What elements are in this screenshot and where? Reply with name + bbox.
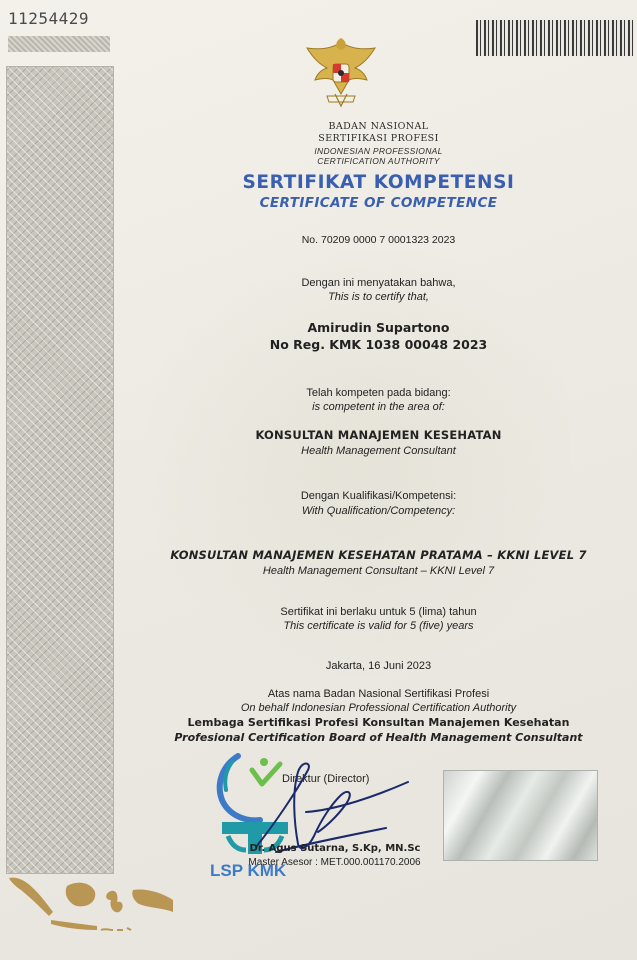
security-pattern-band xyxy=(6,66,114,874)
holder-registration: No Reg. KMK 1038 00048 2023 xyxy=(269,337,488,352)
lsp-kmk-logo-text: LSP KMK xyxy=(210,861,287,880)
holder-name: Amirudin Supartono xyxy=(307,320,450,335)
master-asesor-number: Master Asesor : MET.000.001170.2006 xyxy=(248,857,421,868)
security-strip xyxy=(8,36,110,52)
competence-intro-en: is competent in the area of: xyxy=(312,401,445,413)
signer-name: Dr. Agus Sutarna, S.Kp, MN.Sc xyxy=(249,843,421,854)
competence-field-en: Health Management Consultant xyxy=(301,445,456,457)
place-date: Jakarta, 16 Juni 2023 xyxy=(325,660,432,672)
indonesia-map-icon xyxy=(5,872,177,937)
validity-en: This certificate is valid for 5 (five) years xyxy=(283,620,474,632)
barcode xyxy=(476,20,634,56)
agency-name-id xyxy=(120,121,637,145)
certificate-number: No. 70209 0000 7 0001323 2023 xyxy=(301,234,456,246)
competence-intro-id: Telah kompeten pada bidang: xyxy=(306,387,451,399)
garuda-emblem-icon xyxy=(299,34,383,112)
director-title: Direktur (Director) xyxy=(282,773,370,785)
qualification-intro-id: Dengan Kualifikasi/Kompetensi: xyxy=(300,490,457,502)
certificate-title: SERTIFIKAT KOMPETENSI xyxy=(242,172,515,193)
issuer-board-id: Lembaga Sertifikasi Profesi Konsultan Manajemen Kesehatan xyxy=(187,716,570,729)
agency-name-en xyxy=(120,146,637,166)
agency-name-id-line1: BADAN NASIONAL xyxy=(328,121,429,132)
hologram-seal xyxy=(443,770,598,861)
agency-name-en-line2: CERTIFICATION AUTHORITY xyxy=(317,156,440,166)
issuer-board-en: Profesional Certification Board of Health Management Consultant xyxy=(174,731,583,744)
competence-field-id: KONSULTAN MANAJEMEN KESEHATAN xyxy=(255,428,502,442)
qualification-id: KONSULTAN MANAJEMEN KESEHATAN PRATAMA – KKNI LEVEL 7 xyxy=(170,548,587,562)
validity-id: Sertifikat ini berlaku untuk 5 (lima) tahun xyxy=(280,606,477,618)
issuer-behalf-id: Atas nama Badan Nasional Sertifikasi Profesi xyxy=(267,688,490,700)
declaration-en: This is to certify that, xyxy=(328,291,429,303)
agency-name-en-line1: INDONESIAN PROFESSIONAL xyxy=(314,146,443,156)
serial-number: 11254429 xyxy=(8,9,90,28)
agency-name-id-line2: SERTIFIKASI PROFESI xyxy=(318,133,439,144)
issuer-behalf-en: On behalf Indonesian Professional Certification Authority xyxy=(240,702,517,714)
declaration-id: Dengan ini menyatakan bahwa, xyxy=(301,277,456,289)
qualification-en: Health Management Consultant – KKNI Level 7 xyxy=(262,565,495,577)
certificate-subtitle: CERTIFICATE OF COMPETENCE xyxy=(259,195,498,211)
qualification-intro-en: With Qualification/Competency: xyxy=(301,505,456,517)
